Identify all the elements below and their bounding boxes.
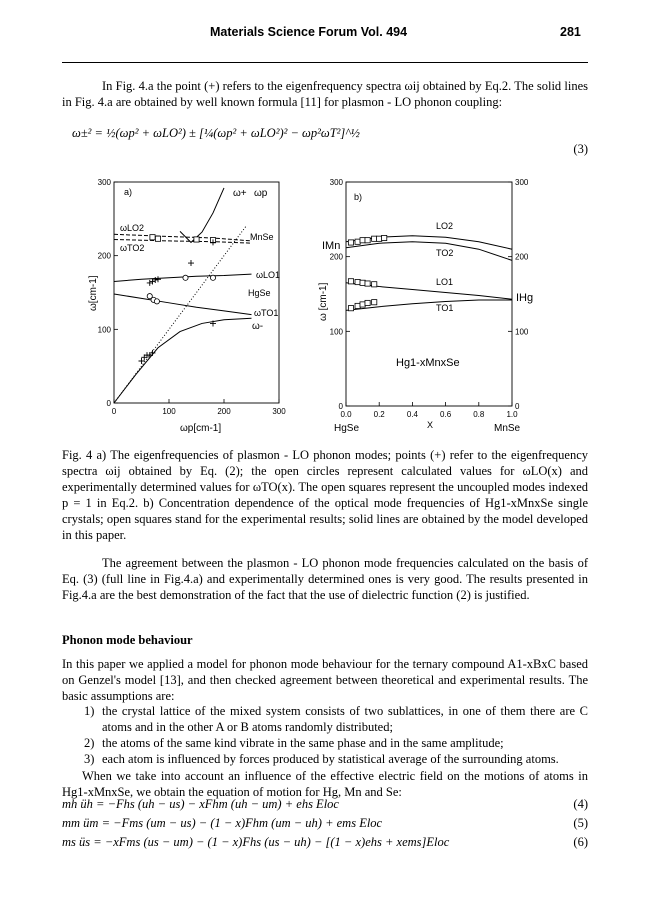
y-tick-label-right: 200 — [515, 252, 529, 262]
section-title: Phonon mode behaviour — [62, 633, 193, 647]
equation-4 — [62, 797, 588, 815]
y-tick-label: 100 — [329, 327, 343, 337]
x-endpoint-mnse: MnSe — [494, 423, 521, 434]
ylabel-b: ω [cm-1] — [318, 282, 329, 321]
equation-4-number: (4) — [573, 797, 588, 811]
data-point-square — [348, 240, 353, 245]
data-point-square — [348, 279, 353, 284]
list-item — [62, 735, 588, 751]
annot-to2: ωTO2 — [120, 243, 145, 253]
x-tick-label: 0.8 — [473, 410, 485, 419]
plot-frame-b — [346, 182, 512, 406]
equation-6 — [62, 835, 588, 853]
data-point-square — [372, 282, 377, 287]
equation-6-text: ms üs = −xFms (us − um) − (1 − x)Fhs (us − uh) − [(1 − x)ehs + xems]Eloc — [62, 835, 450, 849]
list-item — [62, 703, 588, 735]
y-tick-label: 0 — [338, 402, 343, 411]
series-line — [114, 318, 252, 403]
data-point-plus — [188, 260, 194, 266]
annot-ihg: IHg — [516, 292, 534, 304]
equation-6-number: (6) — [573, 835, 588, 849]
data-point-square — [372, 300, 377, 305]
data-point-square — [382, 235, 387, 240]
y-tick-label: 300 — [329, 178, 343, 187]
x-tick-label: 300 — [272, 407, 286, 416]
series-line — [346, 283, 512, 299]
annot-omega-p: ωp — [254, 188, 268, 199]
data-point-plus — [152, 277, 158, 283]
annot-b-lo1: LO1 — [436, 277, 454, 287]
figure-4a — [88, 176, 303, 436]
data-point-square — [355, 239, 360, 244]
xlabel-b: X — [427, 420, 434, 430]
annot-omega-minus: ω- — [252, 321, 264, 332]
list-item-text: the atoms of the same kind vibrate in the same phase and in the same amplitude; — [102, 736, 504, 750]
y-tick-label: 300 — [97, 178, 111, 187]
data-point-plus — [139, 358, 145, 364]
ylabel-a: ω[cm-1] — [88, 275, 99, 311]
annot-compound: Hg1-xMnxSe — [396, 357, 460, 369]
x-tick-label: 0.0 — [340, 410, 352, 419]
journal-title: Materials Science Forum Vol. 494 — [210, 25, 408, 39]
x-tick-label: 100 — [162, 407, 176, 416]
equation-4-text: mh üh = −Fhs (uh − us) − xFhm (uh − um) + ehs Eloc — [62, 797, 339, 811]
intro-paragraph: In Fig. 4.a the point (+) refers to the eigenfrequency spectra ωij obtained by Eq.2. The solid lines in Fig. 4.a are obtained by well known formula [11] for plasmon - LO phonon coupling: — [62, 79, 588, 109]
figure-caption: Fig. 4 a) The eigenfrequencies of plasmon - LO phonon modes; points (+) refer to the eigenfrequency spectra ωij obtained by Eq. (2); the open circles represent calculated values for ωLO(x) and experimentally determined values for ωTO(x). The open squares represent the uncoupled modes indexed p = 1 in Eq.2. b) Concentration dependence of the optical mode frequencies of Hg1-xMnxSe single crystals; open squares stand for the experimental results; solid lines are obtained by the model developed in this paper. — [62, 448, 588, 542]
header-rule — [62, 62, 588, 63]
xlabel-a: ωp[cm-1] — [180, 423, 222, 434]
equation-3-number: (3) — [573, 142, 588, 156]
section-intro: In this paper we applied a model for phonon mode behaviour for the ternary compound A1-xBxC based on Genzel's model [13], and then checked agreement between theoretical and experimental results. The basic assumptions are: — [62, 657, 588, 703]
x-tick-label: 0 — [111, 407, 117, 416]
figure-4b — [318, 176, 553, 436]
list-item — [62, 751, 588, 767]
annot-b-to1: TO1 — [436, 303, 454, 313]
list-item-text: each atom is influenced by forces produced by statistical average of the surrounding atoms. — [102, 752, 559, 766]
series-line — [346, 242, 512, 261]
x-tick-label: 0.4 — [406, 410, 418, 419]
data-point-plus — [147, 280, 153, 286]
annot-lo2: ωLO2 — [120, 223, 145, 233]
assumption-list — [62, 703, 588, 767]
data-point-square — [348, 306, 353, 311]
annot-omega-plus: ω+ — [233, 188, 247, 199]
equation-5-text: mm üm = −Fms (um − us) − (1 − x)Fhm (um − uh) + ems Eloc — [62, 816, 383, 830]
motion-intro: When we take into account an influence of the effective electric field on the motions of atoms in Hg1-xMnxSe, we obtain the equation of motion for Hg, Mn and Se: — [62, 769, 588, 799]
list-item-number: 3) — [84, 752, 95, 766]
x-tick-label: 1.0 — [506, 410, 518, 419]
annot-to1: ωTO1 — [254, 308, 279, 318]
y-tick-label: 0 — [106, 399, 111, 408]
panel-label-a: a) — [124, 187, 133, 197]
data-point-circle — [210, 275, 215, 280]
data-point-plus — [150, 278, 156, 284]
annot-b-to2: TO2 — [436, 248, 454, 258]
series-line — [346, 300, 512, 310]
y-tick-label-right: 0 — [515, 402, 520, 411]
data-point-square — [355, 279, 360, 284]
equation-3 — [62, 122, 588, 156]
list-item-number: 2) — [84, 736, 95, 750]
series-line — [180, 188, 224, 243]
annot-hgse: HgSe — [248, 288, 271, 298]
page-number: 281 — [560, 25, 581, 39]
annot-imn: IMn — [322, 240, 341, 252]
equation-3-text: ω±² = ½(ωp² + ωLO²) ± [¼(ωp² + ωLO²)² − ωp²ωT²]^½ — [72, 126, 360, 140]
data-point-square — [372, 236, 377, 241]
data-point-square — [360, 302, 365, 307]
y-tick-label: 200 — [329, 252, 343, 262]
equation-5 — [62, 816, 588, 834]
panel-label-b: b) — [354, 192, 363, 202]
y-tick-label: 200 — [97, 251, 111, 261]
y-tick-label-right: 300 — [515, 178, 529, 187]
data-point-square — [360, 280, 365, 285]
x-endpoint-hgse: HgSe — [334, 423, 360, 434]
data-point-square — [194, 237, 199, 242]
data-point-square — [377, 236, 382, 241]
y-tick-label-right: 100 — [515, 327, 529, 337]
annot-mnse: MnSe — [250, 232, 274, 242]
list-item-text: the crystal lattice of the mixed system consists of two sublattices, in one of them there are C atoms and in the other A or B atoms randomly distributed; — [102, 704, 588, 734]
data-point-circle — [154, 299, 159, 304]
list-item-number: 1) — [84, 704, 95, 718]
y-tick-label: 100 — [97, 325, 111, 335]
equation-5-number: (5) — [573, 816, 588, 830]
annot-b-lo2: LO2 — [436, 221, 454, 231]
annot-lo1: ωLO1 — [256, 270, 281, 280]
x-tick-label: 0.6 — [440, 410, 452, 419]
data-point-square — [155, 236, 160, 241]
data-point-square — [150, 235, 155, 240]
data-point-circle — [183, 275, 188, 280]
data-point-square — [365, 300, 370, 305]
data-point-square — [365, 281, 370, 286]
data-point-square — [360, 238, 365, 243]
data-point-square — [365, 238, 370, 243]
x-tick-label: 200 — [217, 407, 231, 416]
data-point-square — [355, 303, 360, 308]
x-tick-label: 0.2 — [373, 410, 385, 419]
data-point-plus — [155, 276, 161, 282]
agreement-paragraph: The agreement between the plasmon - LO phonon mode frequencies calculated on the basis of Eq. (3) (full line in Fig.4.a) and experimentally determined ones is very good. The results presented in Fig.4.a are the best demonstration of the fact that the use of dielectric function (2) is justified. — [62, 556, 588, 602]
